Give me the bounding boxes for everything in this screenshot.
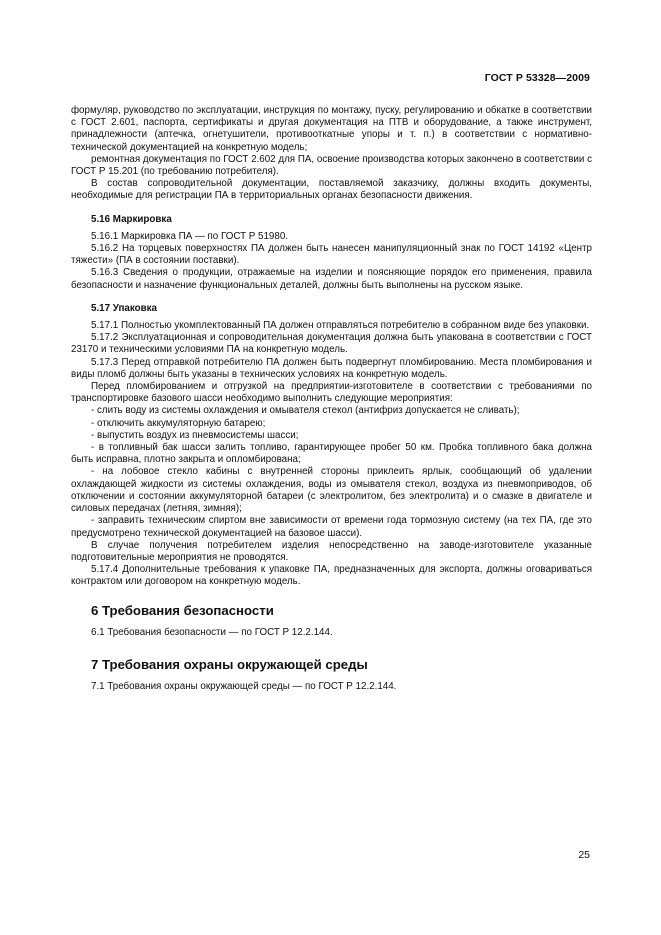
paragraph: 5.16.3 Сведения о продукции, отражаемые на изделии и поясняющие порядок его применения, правила безопасности и назначение функциональных деталей, должны быть выполнены на русском языке.	[71, 267, 592, 291]
document-code: ГОСТ Р 53328—2009	[484, 72, 590, 84]
paragraph: 5.17.4 Дополнительные требования к упаковке ПА, предназначенных для экспорта, должны оговариваться контрактом или договором на конкретную модель.	[71, 564, 592, 588]
paragraph: 5.17.2 Эксплуатационная и сопроводительная документация должна быть упакована в соответствии с ГОСТ 23170 и техническими условиями ПА на конкретную модель.	[71, 332, 592, 356]
list-item: - на лобовое стекло кабины с внутренней стороны приклеить ярлык, сообщающий об удалении охлаждающей жидкости из системы охлаждения, воды из омывателя стекол, воздуха из пневмоприводов, об отключении и состоянии аккумуляторной батареи (с электролитом, без электролита) и о смазке в двигателе и силовых передачах (летняя, зимняя);	[71, 466, 592, 515]
chapter-heading-6: 6 Требования безопасности	[91, 602, 274, 618]
paragraph: 5.16.2 На торцевых поверхностях ПА должен быть нанесен манипуляционный знак по ГОСТ 14192 «Центр тяжести» (ПА в состоянии поставки).	[71, 243, 592, 267]
section-heading-5-17: 5.17 Упаковка	[91, 302, 158, 314]
chapter-heading-7: 7 Требования охраны окружающей среды	[91, 656, 368, 672]
list-item: - выпустить воздух из пневмосистемы шасси;	[91, 429, 299, 441]
paragraph: 6.1 Требования безопасности — по ГОСТ Р 12.2.144.	[91, 626, 333, 638]
paragraph: 7.1 Требования охраны окружающей среды — по ГОСТ Р 12.2.144.	[91, 680, 397, 692]
paragraph: Перед пломбированием и отгрузкой на предприятии-изготовителе в соответствии с требованиями по транспортировке базового шасси необходимо выполнить следующие мероприятия:	[71, 381, 592, 405]
paragraph: 5.16.1 Маркировка ПА — по ГОСТ Р 51980.	[91, 230, 289, 242]
section-heading-5-16: 5.16 Маркировка	[91, 213, 172, 225]
page-number: 25	[578, 849, 590, 861]
list-item: - в топливный бак шасси залить топливо, гарантирующее пробег 50 км. Пробка топливного бака должна быть исправна, плотно закрыта и опломбирована;	[71, 442, 592, 466]
paragraph: ремонтная документация по ГОСТ 2.602 для ПА, освоение производства которых закончено в соответствии с ГОСТ Р 15.201 (по требованию потребителя).	[71, 153, 592, 178]
list-item: - заправить техническим спиртом вне зависимости от времени года тормозную систему (на тех ПА, где это предусмотрено технической документацией на базовое шасси).	[71, 515, 592, 539]
list-item: - слить воду из системы охлаждения и омывателя стекол (антифриз допускается не сливать);	[91, 405, 520, 417]
paragraph: 5.17.3 Перед отправкой потребителю ПА должен быть подвергнут пломбированию. Места пломбирования и виды пломб должны быть указаны в технических условиях на конкретную модель.	[71, 356, 592, 380]
paragraph: формуляр, руководство по эксплуатации, инструкция по монтажу, пуску, регулированию и обкатке в соответствии с ГОСТ 2.601, паспорта, сертификаты и другая документация на ПТВ и оборудование, а также инструмент, принадлежности (аптечка, огнетушители, противооткатные упоры и т. п.) в соответствии с нормативно-технической документацией на конкретную модель;	[71, 105, 592, 153]
paragraph: В состав сопроводительной документации, поставляемой заказчику, должны входить документы, необходимые для регистрации ПА в территориальных органах безопасности движения.	[71, 178, 592, 202]
paragraph: В случае получения потребителем изделия непосредственно на заводе-изготовителе указанные подготовительные мероприятия не проводятся.	[71, 539, 592, 563]
paragraph: 5.17.1 Полностью укомплектованный ПА должен отправляться потребителю в собранном виде без упаковки.	[91, 320, 590, 332]
page-body	[71, 105, 592, 693]
list-item: - отключить аккумуляторную батарею;	[91, 417, 266, 429]
